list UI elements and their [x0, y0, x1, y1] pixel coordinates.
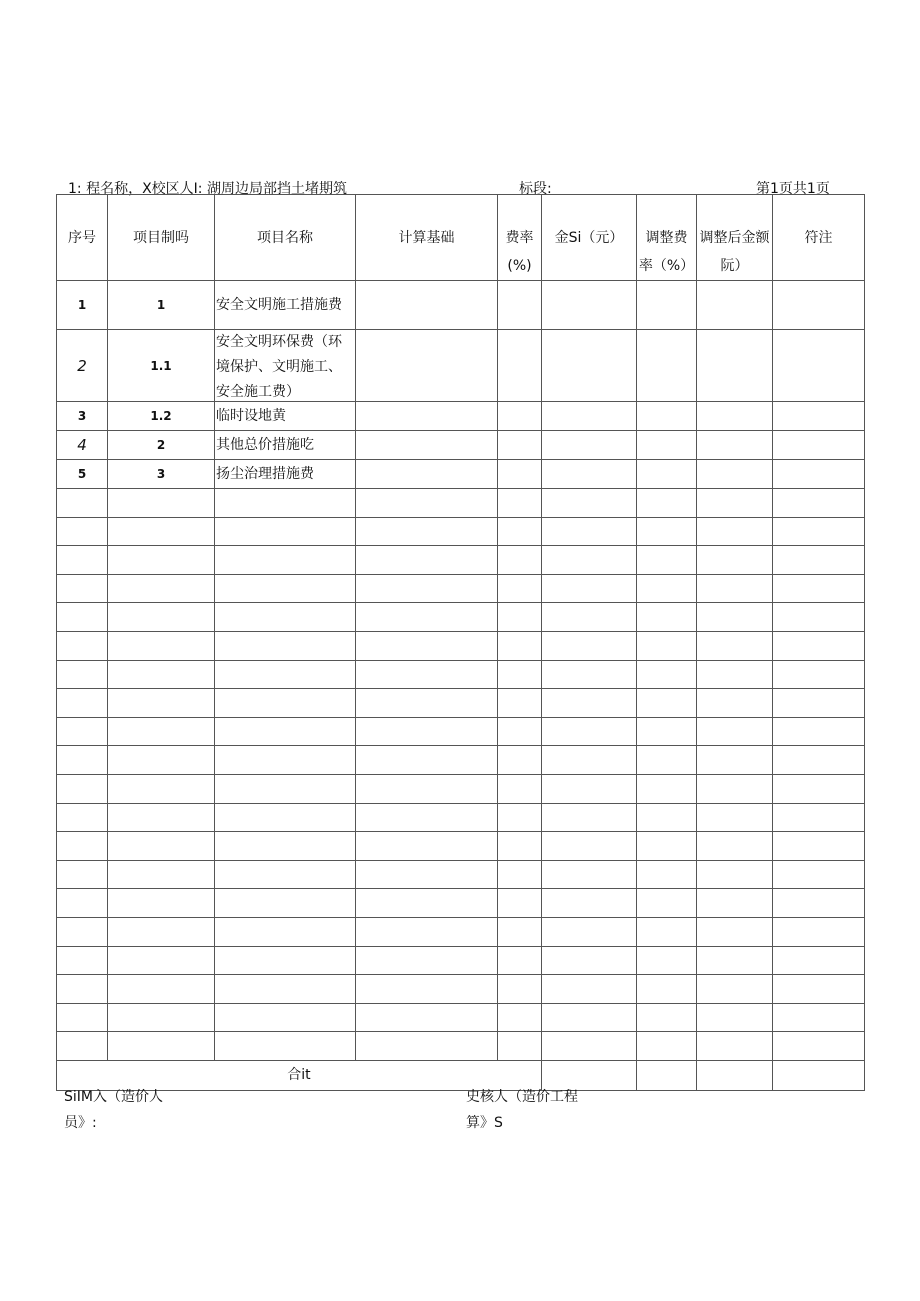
row-seq: 5: [57, 460, 108, 489]
empty-row: [57, 546, 865, 575]
row-name: 安全文明环保费（环境保护、文明施工、安全施工费）: [216, 334, 342, 400]
empty-row: [57, 489, 865, 518]
row-code: 1.2: [108, 402, 215, 431]
empty-row: [57, 917, 865, 946]
row-name: 临时设地黄: [215, 402, 356, 431]
col-name: 项目名称: [215, 195, 356, 281]
row-name: 其他总价措施吃: [215, 431, 356, 460]
col-adj-rate-line2: 率（%）: [638, 258, 695, 274]
empty-row: [57, 574, 865, 603]
col-remark: 符注: [773, 195, 865, 281]
row-seq: 4: [57, 431, 108, 460]
col-code: 项目制吗: [108, 195, 215, 281]
row-seq: 1: [57, 281, 108, 330]
measures-fee-table: [56, 194, 865, 1091]
table-row: [57, 431, 865, 460]
empty-row: [57, 1003, 865, 1032]
row-code: 1: [108, 281, 215, 330]
empty-row: [57, 803, 865, 832]
compiler-signature: SiIM入（造价人员》:: [64, 1089, 163, 1131]
row-seq: 3: [57, 402, 108, 431]
empty-row: [57, 517, 865, 546]
table-row: [57, 460, 865, 489]
row-code: 3: [108, 460, 215, 489]
empty-row: [57, 660, 865, 689]
empty-row: [57, 889, 865, 918]
row-code: 1.1: [108, 330, 215, 402]
empty-row: [57, 975, 865, 1004]
empty-row: [57, 946, 865, 975]
empty-row: [57, 832, 865, 861]
row-code: 2: [108, 431, 215, 460]
col-basis: 计算基础: [356, 195, 498, 281]
empty-row: [57, 717, 865, 746]
empty-row: [57, 1032, 865, 1061]
empty-row: [57, 631, 865, 660]
empty-row: [57, 603, 865, 632]
project-name: 1: 程名称，X校区人I: 湖周边局部挡土堵期筑: [68, 181, 347, 197]
total-label: 合it: [57, 1060, 542, 1090]
empty-row: [57, 689, 865, 718]
col-rate-line1: 费率: [505, 230, 534, 246]
empty-row: [57, 746, 865, 775]
col-adj-rate-line1: 调整费: [645, 230, 688, 246]
row-seq: 2: [57, 330, 108, 402]
empty-row: [57, 774, 865, 803]
table-row: [57, 281, 865, 330]
table-row: [57, 402, 865, 431]
col-rate-line2: (%): [507, 258, 532, 274]
col-adj-amount-line1: 调整后金额: [699, 230, 770, 246]
reviewer-signature: 史核人（造价工程算》S: [466, 1089, 578, 1131]
empty-row: [57, 860, 865, 889]
row-name: 扬尘治理措施费: [215, 460, 356, 489]
col-adj-amount-line2: 阮）: [720, 258, 749, 274]
col-adj-amount: [697, 195, 773, 281]
header-row: [57, 195, 865, 281]
section-label: 标段:: [519, 181, 552, 197]
row-name: 安全文明施工措施费: [215, 281, 356, 330]
table-row: [57, 330, 865, 402]
col-rate: [498, 195, 542, 281]
col-adj-rate: [637, 195, 697, 281]
page-indicator: 第1页共1页: [756, 181, 830, 197]
col-seq: 序号: [57, 195, 108, 281]
col-amount: 金Si（元）: [542, 195, 637, 281]
